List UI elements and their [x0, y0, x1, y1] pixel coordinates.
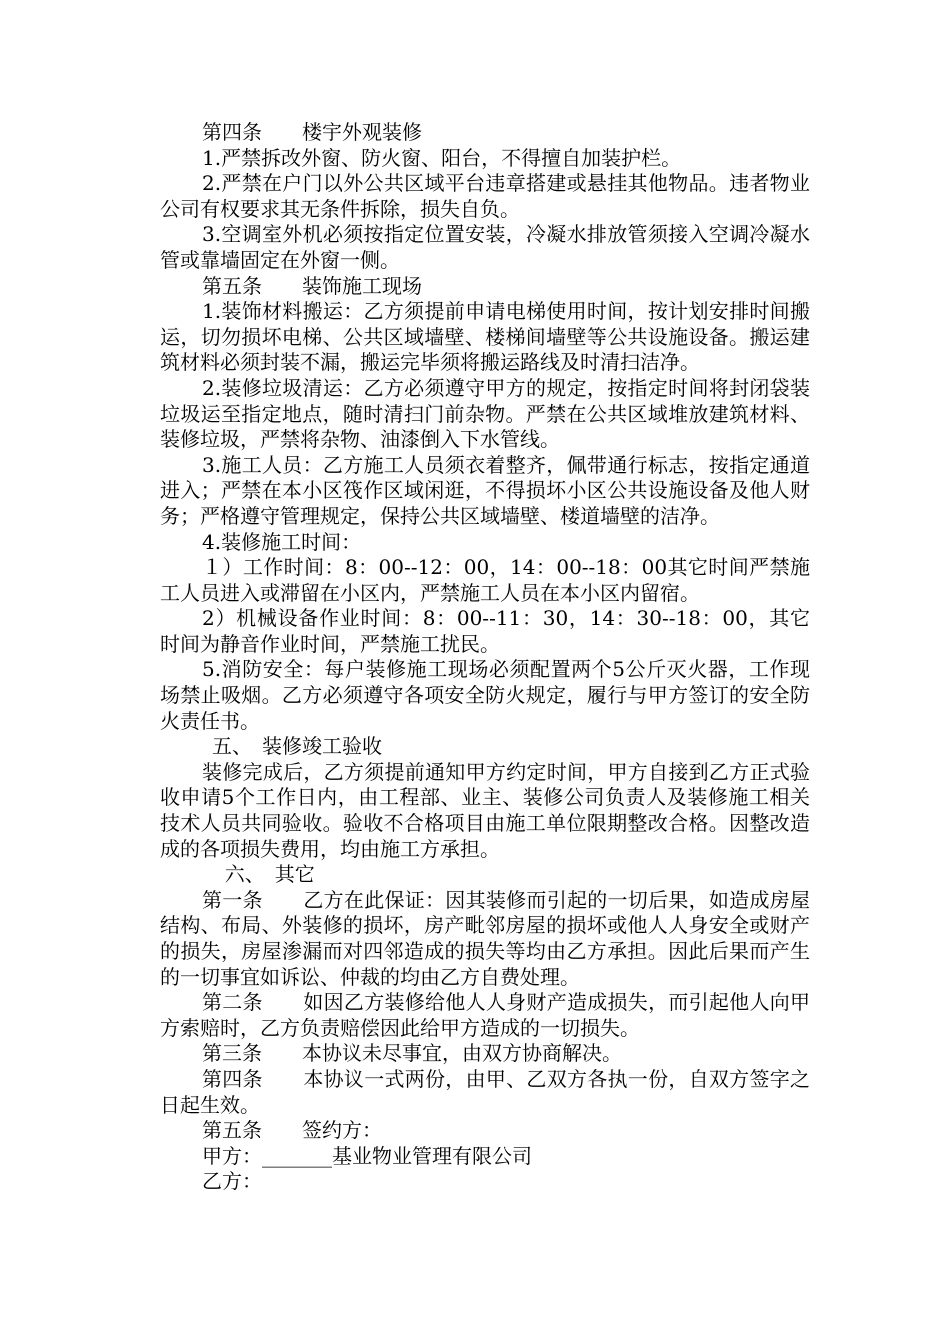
- paragraph-art5-item4-1: １）工作时间：8：00--12：00，14：00--18：00其它时间严禁施工人员进入或滞留在小区内，严禁施工人员在本小区内留宿。: [160, 555, 810, 605]
- paragraph-art5-item4-2: 2）机械设备作业时间：8：00--11：30，14：30--18：00，其它时间为静音作业时间，严禁施工扰民。: [160, 606, 810, 656]
- paragraph-art4-item1: 1.严禁拆改外窗、防火窗、阳台，不得擅自加装护栏。: [202, 145, 682, 170]
- paragraph-sec6-art2: 第二条 如因乙方装修给他人人身财产造成损失，而引起他人向甲方索赔时，乙方负责赔偿因此给甲方造成的一切损失。: [160, 990, 810, 1040]
- paragraph-art5-item1: 1.装饰材料搬运：乙方须提前申请电梯使用时间，按计划安排时间搬运，切勿损坏电梯、公共区域墙壁、楼梯间墙壁等公共设施设备。搬运建筑材料必须封装不漏，搬运完毕须将搬运路线及时清扫洁净。: [160, 299, 810, 375]
- paragraph-art5-item3: 3.施工人员：乙方施工人员须衣着整齐，佩带通行标志，按指定通道进入；严禁在本小区筏作区域闲逛，不得损坏小区公共设施设备及他人财务；严格遵守管理规定，保持公共区域墙壁、楼道墙壁的洁净。: [160, 452, 810, 528]
- paragraph-sec6-art4: 第四条 本协议一式两份，由甲、乙双方各执一份，自双方签字之日起生效。: [160, 1066, 810, 1117]
- paragraph-sec6-heading: 六、 其它: [212, 862, 315, 887]
- paragraph-art5-heading: 第五条 装饰施工现场: [202, 273, 422, 298]
- paragraph-sec5-body: 装修完成后，乙方须提前通知甲方约定时间，甲方自接到乙方正式验收申请5个工作日内，由工程部、业主、装修公司负责人及装修施工相关技术人员共同验收。验收不合格项目由施工单位限期整改合格。因整改造成的各项损失费用，均由施工方承担。: [160, 759, 810, 861]
- paragraph-art4-item2: 2.严禁在户门以外公共区域平台违章搭建或悬挂其他物品。违者物业公司有权要求其无条件拆除，损失自负。: [160, 171, 810, 221]
- paragraph-sec6-art1: 第一条 乙方在此保证：因其装修而引起的一切后果，如造成房屋结构、布局、外装修的损坏，房产毗邻房屋的损坏或他人人身安全或财产的损失，房屋渗漏而对四邻造成的损失等均由乙方承担。因此后果而产生的一切事宜如诉讼、仲裁的均由乙方自费处理。: [160, 887, 810, 989]
- paragraph-sec6-art5: 第五条 签约方：: [202, 1118, 382, 1143]
- paragraph-art4-item3: 3.空调室外机必须按指定位置安装，冷凝水排放管须接入空调冷凝水管或靠墙固定在外窗一侧。: [160, 222, 810, 272]
- paragraph-sec5-heading: 五、 装修竣工验收: [212, 734, 382, 759]
- paragraph-party-b: 乙方：: [202, 1169, 262, 1194]
- paragraph-art5-item5: 5.消防安全：每户装修施工现场必须配置两个5公斤灭火器，工作现场禁止吸烟。乙方必须遵守各项安全防火规定，履行与甲方签订的安全防火责任书。: [160, 657, 810, 733]
- paragraph-party-a: 甲方：_______基业物业管理有限公司: [202, 1143, 532, 1168]
- paragraph-sec6-art3: 第三条 本协议未尽事宜，由双方协商解决。: [202, 1041, 622, 1066]
- document-body: [160, 120, 810, 1195]
- paragraph-art5-item2: 2.装修垃圾清运：乙方必须遵守甲方的规定，按指定时间将封闭袋装垃圾运至指定地点，随时清扫门前杂物。严禁在公共区域堆放建筑材料、装修垃圾，严禁将杂物、油漆倒入下水管线。: [160, 375, 810, 452]
- paragraph-art5-item4: 4.装修施工时间：: [202, 529, 362, 554]
- paragraph-art4-heading: 第四条 楼宇外观装修: [202, 120, 422, 144]
